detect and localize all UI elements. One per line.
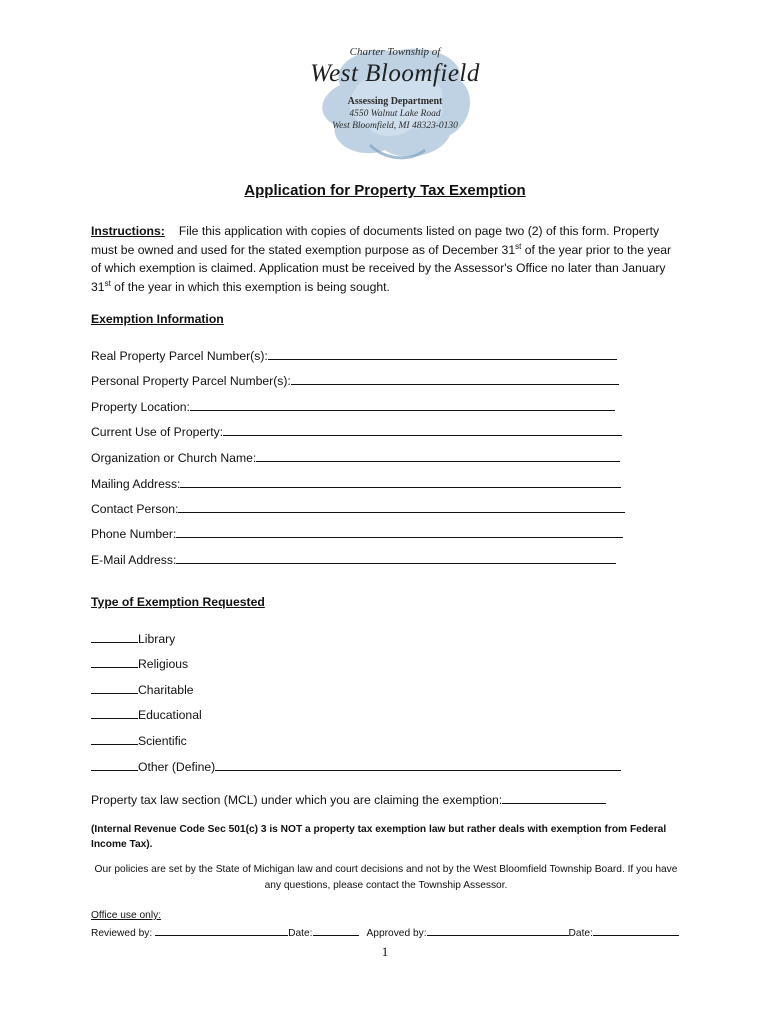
approved-by-underline[interactable] [427, 926, 569, 936]
field-underline[interactable] [178, 501, 625, 513]
field-label: Real Property Parcel Number(s): [91, 349, 268, 363]
option-educational[interactable] [91, 707, 202, 722]
field-email-address[interactable] [91, 552, 616, 567]
field-phone-number[interactable] [91, 526, 623, 541]
field-mailing-address[interactable] [91, 476, 621, 491]
mcl-question[interactable] [91, 792, 606, 807]
instructions-sup-2: st [104, 278, 111, 288]
date-underline-2[interactable] [593, 926, 679, 936]
letterhead-line-address: 4550 Walnut Lake Road [349, 109, 441, 119]
option-blank[interactable] [91, 682, 138, 694]
field-property-location[interactable] [91, 399, 615, 414]
office-use-label: Office use only: [91, 910, 162, 921]
field-real-property-parcel[interactable] [91, 348, 617, 363]
field-label: Current Use of Property: [91, 425, 224, 439]
reviewed-by-label: Reviewed by: [91, 928, 153, 939]
policy-note: Our policies are set by the State of Michigan law and court decisions and not by the West Bloomfield Township Board. If you have any questions, please contact the Township Assessor. [94, 864, 678, 891]
form-title: Application for Property Tax Exemption [244, 182, 526, 199]
field-current-use[interactable] [91, 424, 622, 439]
option-label: Educational [138, 708, 202, 722]
option-label: Library [138, 632, 176, 646]
field-underline[interactable] [223, 424, 622, 436]
township-logo [300, 40, 490, 165]
field-label: E-Mail Address: [91, 553, 177, 567]
approved-by-label: Approved by: [366, 928, 427, 939]
instructions-label: Instructions: [91, 224, 165, 238]
field-underline[interactable] [176, 552, 616, 564]
letterhead-line-city: West Bloomfield, MI 48323-0130 [332, 121, 458, 131]
field-underline[interactable] [180, 476, 621, 488]
office-review-line[interactable] [91, 926, 679, 939]
field-organization-name[interactable] [91, 450, 620, 465]
field-underline[interactable] [256, 450, 620, 462]
field-label: Phone Number: [91, 527, 177, 541]
field-label: Mailing Address: [91, 477, 181, 491]
option-other[interactable] [91, 759, 621, 774]
option-scientific[interactable] [91, 733, 187, 748]
field-label: Contact Person: [91, 502, 179, 516]
page-number: 1 [381, 944, 389, 959]
letterhead-line-charter: Charter Township of [349, 46, 441, 58]
option-label: Scientific [138, 734, 187, 748]
field-personal-property-parcel[interactable] [91, 373, 619, 388]
date-underline-1[interactable] [313, 926, 359, 936]
field-underline[interactable] [176, 526, 623, 538]
option-blank[interactable] [91, 631, 138, 643]
option-charitable[interactable] [91, 682, 194, 697]
field-underline[interactable] [291, 373, 619, 385]
field-label: Personal Property Parcel Number(s): [91, 374, 291, 388]
field-underline[interactable] [190, 399, 615, 411]
section-heading-exemption-info: Exemption Information [91, 312, 224, 326]
option-blank[interactable] [91, 656, 138, 668]
field-label: Organization or Church Name: [91, 451, 257, 465]
option-label: Other (Define) [138, 760, 216, 774]
field-label: Property Location: [91, 400, 190, 414]
section-heading-exemption-type: Type of Exemption Requested [91, 595, 265, 609]
option-blank[interactable] [91, 707, 138, 719]
option-blank[interactable] [91, 733, 138, 745]
date-label-2: Date: [568, 928, 593, 939]
option-religious[interactable] [91, 656, 188, 671]
field-contact-person[interactable] [91, 501, 625, 516]
instructions-sup-1: st [515, 241, 522, 251]
option-library[interactable] [91, 631, 175, 646]
date-label-1: Date: [288, 928, 313, 939]
instructions-text-2: of the year prior to the year of which exemption is claimed. Application must be received by the Assessor's Office no later than January 31 [91, 242, 672, 294]
irs-note: (Internal Revenue Code Sec 501(c) 3 is NOT a property tax exemption law but rather deals with exemption from Federal Income Tax). [91, 824, 667, 850]
reviewed-by-underline[interactable] [155, 926, 288, 936]
other-define-underline[interactable] [215, 759, 621, 771]
option-blank[interactable] [91, 759, 138, 771]
field-underline[interactable] [268, 348, 617, 360]
option-label: Charitable [138, 683, 194, 697]
instructions-text-1: File this application with copies of documents listed on page two (2) of this form. Property must be owned and used for the stated exemption purpose as of December 31 [91, 224, 660, 257]
letterhead-line-name: West Bloomfield [310, 60, 480, 87]
letterhead-line-department: Assessing Department [347, 96, 443, 107]
instructions-paragraph [91, 222, 683, 296]
instructions-text-3: of the year in which this exemption is being sought. [110, 279, 390, 294]
option-label: Religious [138, 657, 189, 671]
mcl-answer-underline[interactable] [502, 792, 606, 804]
mcl-question-label: Property tax law section (MCL) under which you are claiming the exemption: [91, 793, 503, 807]
